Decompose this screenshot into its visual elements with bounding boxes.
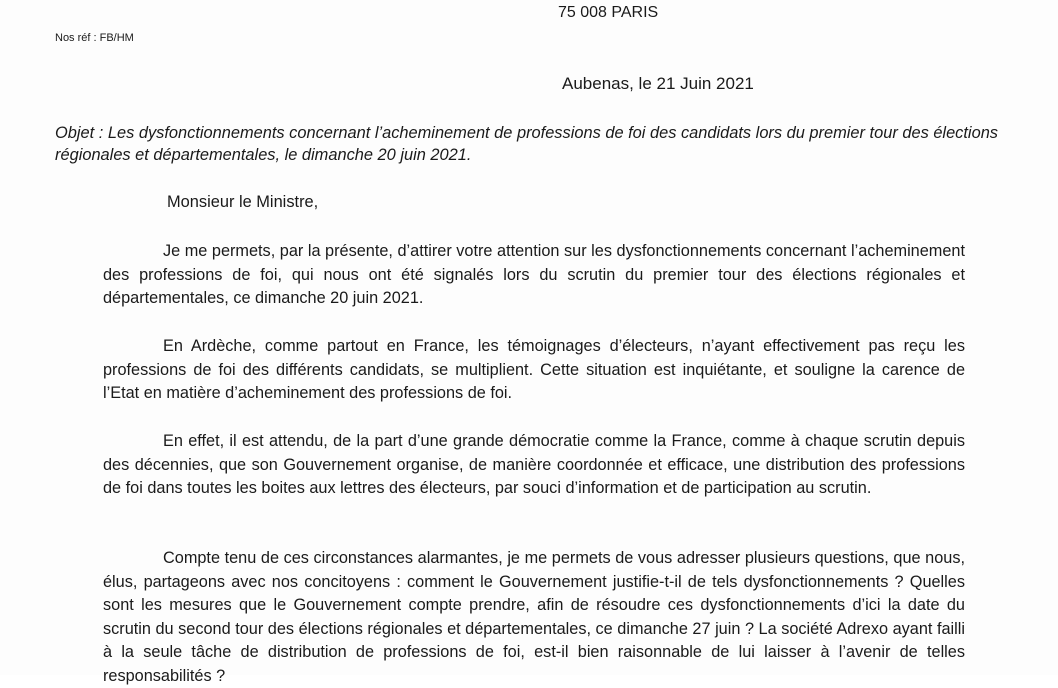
body-paragraph-4: Compte tenu de ces circonstances alarmantes, je me permets de vous adresser plusieurs questions, que nous, élus, partageons avec nos concitoyens : comment le Gouvernement justifie-t-il de tels dysfonctionnements ? Quelles sont les mesures que le Gouvernement compte prendre, afin de résoudre ces dysfonctionnements d’ici la date du scrutin du second tour des élections régionales et départementales, ce dimanche 27 juin ? La société Adrexo ayant failli à la seule tâche de distribution de professions de foi, est-il bien raisonnable de lui laisser à l’avenir de telles responsabilités ?: [103, 549, 965, 685]
body-paragraph-3: En effet, il est attendu, de la part d’une grande démocratie comme la France, comme à chaque scrutin depuis des décennies, que son Gouvernement organise, de manière coordonnée et efficace, une distribution des professions de foi dans toutes les boites aux lettres des électeurs, par souci d’information et de participation au scrutin.: [103, 432, 965, 497]
place-date: Aubenas, le 21 Juin 2021: [562, 74, 754, 93]
object-label: Objet :: [55, 124, 104, 142]
body-paragraph-2: En Ardèche, comme partout en France, les témoignages d’électeurs, n’ayant effectivement pas reçu les professions de foi des différents candidats, se multiplient. Cette situation est inquiétante, et souligne la carence de l’Etat en matière d’acheminement des professions de foi.: [103, 337, 965, 402]
letter-object: [55, 122, 1015, 166]
recipient-city: 75 008 PARIS: [558, 4, 659, 21]
object-text: Les dysfonctionnements concernant l’acheminement de professions de foi des candidats lors du premier tour des élections régionales et départementales, le dimanche 20 juin 2021.: [55, 124, 999, 164]
body-paragraph-1: Je me permets, par la présente, d’attirer votre attention sur les dysfonctionnements concernant l’acheminement des professions de foi, qui nous ont été signalés lors du scrutin du premier tour des élections régionales et départementales, ce dimanche 20 juin 2021.: [103, 242, 965, 307]
reference-line: Nos réf : FB/HM: [55, 32, 134, 44]
page-bottom-edge: [0, 671, 1058, 675]
salutation: Monsieur le Ministre,: [167, 193, 319, 211]
